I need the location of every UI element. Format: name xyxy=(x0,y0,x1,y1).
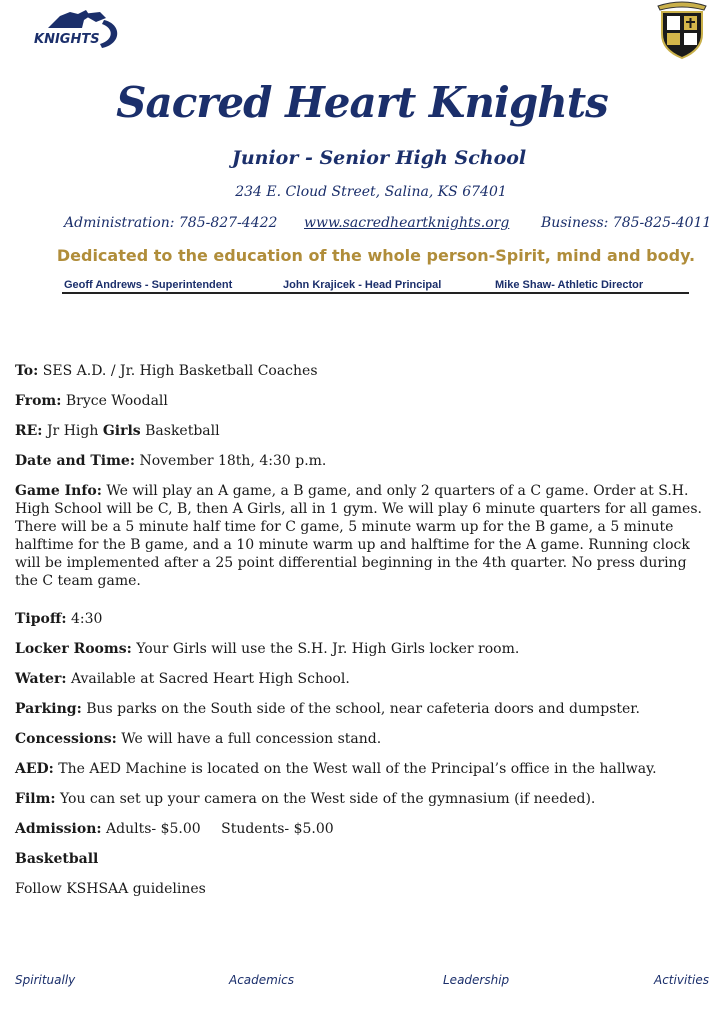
aed-label: AED: xyxy=(15,761,54,777)
to-value: SES A.D. / Jr. High Basketball Coaches xyxy=(42,363,318,379)
tipoff-label: Tipoff: xyxy=(15,611,67,627)
memo-from xyxy=(15,392,705,410)
memo-locker-rooms xyxy=(15,640,705,658)
admission-students: Students- $5.00 xyxy=(221,821,334,837)
website-link[interactable]: www.sacredheartknights.org xyxy=(304,215,510,231)
re-label: RE: xyxy=(15,423,43,439)
locker-label: Locker Rooms: xyxy=(15,641,132,657)
guidelines-text: Follow KSHSAA guidelines xyxy=(15,881,206,897)
footer-academics: Academics xyxy=(229,973,295,987)
school-motto: Dedicated to the education of the whole person-Spirit, mind and body. xyxy=(56,246,696,265)
memo-re xyxy=(15,422,705,440)
film-value: You can set up your camera on the West side of the gymnasium (if needed). xyxy=(60,791,596,807)
memo-film xyxy=(15,790,705,808)
administration-phone: Administration: 785-827-4422 xyxy=(64,215,278,231)
memo-tipoff xyxy=(15,610,705,628)
date-label: Date and Time: xyxy=(15,453,135,469)
re-value-bold: Girls xyxy=(102,423,141,439)
re-value-1: Jr High xyxy=(46,423,99,439)
school-address: 234 E. Cloud Street, Salina, KS 67401 xyxy=(235,184,507,200)
memo-aed xyxy=(15,760,705,778)
locker-value: Your Girls will use the S.H. Jr. High Girls locker room. xyxy=(136,641,520,657)
film-label: Film: xyxy=(15,791,56,807)
tipoff-value: 4:30 xyxy=(70,611,103,627)
memo-parking xyxy=(15,700,705,718)
school-crest xyxy=(652,0,712,60)
memo-date xyxy=(15,452,705,470)
footer-leadership: Leadership xyxy=(443,973,510,987)
staff-athletic-director: Mike Shaw- Athletic Director xyxy=(495,279,644,291)
admission-label: Admission: xyxy=(15,821,102,837)
water-value: Available at Sacred Heart High School. xyxy=(70,671,350,687)
re-value-2: Basketball xyxy=(145,423,220,439)
game-value: We will play an A game, a B game, and only 2 quarters of a C game. Order at S.H. High School will be C, B, then A Girls, all in 1 gym. We will play 6 minute quarters for all games. There will be a 5 minute half time for C game, 5 minute warm up for the B game, a 5 minute halftime for the B game, and a 10 minute warm up and halftime for the A game. Running clock will be implemented after a 25 point differential beginning in the 4th quarter. No press during the C team game. xyxy=(15,483,702,589)
staff-principal: John Krajicek - Head Principal xyxy=(283,279,442,291)
concessions-value: We will have a full concession stand. xyxy=(121,731,382,747)
to-label: To: xyxy=(15,363,39,379)
game-label: Game Info: xyxy=(15,483,102,499)
school-name: Sacred Heart Knights xyxy=(116,78,608,127)
memo-concessions xyxy=(15,730,705,748)
footer-spiritually: Spiritually xyxy=(15,973,76,987)
aed-value: The AED Machine is located on the West wall of the Principal’s office in the hallway. xyxy=(58,761,657,777)
memo-admission xyxy=(15,820,705,838)
admission-adults: Adults- $5.00 xyxy=(106,821,201,837)
parking-label: Parking: xyxy=(15,701,82,717)
basketball-heading: Basketball xyxy=(15,851,99,867)
memo-water xyxy=(15,670,705,688)
business-phone: Business: 785-825-4011 xyxy=(541,215,712,231)
school-subtitle: Junior - Senior High School xyxy=(231,147,527,169)
from-label: From: xyxy=(15,393,62,409)
staff-superintendent: Geoff Andrews - Superintendent xyxy=(64,279,233,291)
memo-game-info xyxy=(15,482,705,590)
memo-to xyxy=(15,362,705,380)
date-value: November 18th, 4:30 p.m. xyxy=(139,453,327,469)
footer-activities: Activities xyxy=(654,973,709,987)
from-value: Bryce Woodall xyxy=(65,393,168,409)
knights-logo xyxy=(30,6,122,50)
parking-value: Bus parks on the South side of the school, near cafeteria doors and dumpster. xyxy=(86,701,640,717)
concessions-label: Concessions: xyxy=(15,731,117,747)
header-divider xyxy=(62,292,689,294)
water-label: Water: xyxy=(15,671,67,687)
logo-text: KNIGHTS xyxy=(34,32,100,47)
